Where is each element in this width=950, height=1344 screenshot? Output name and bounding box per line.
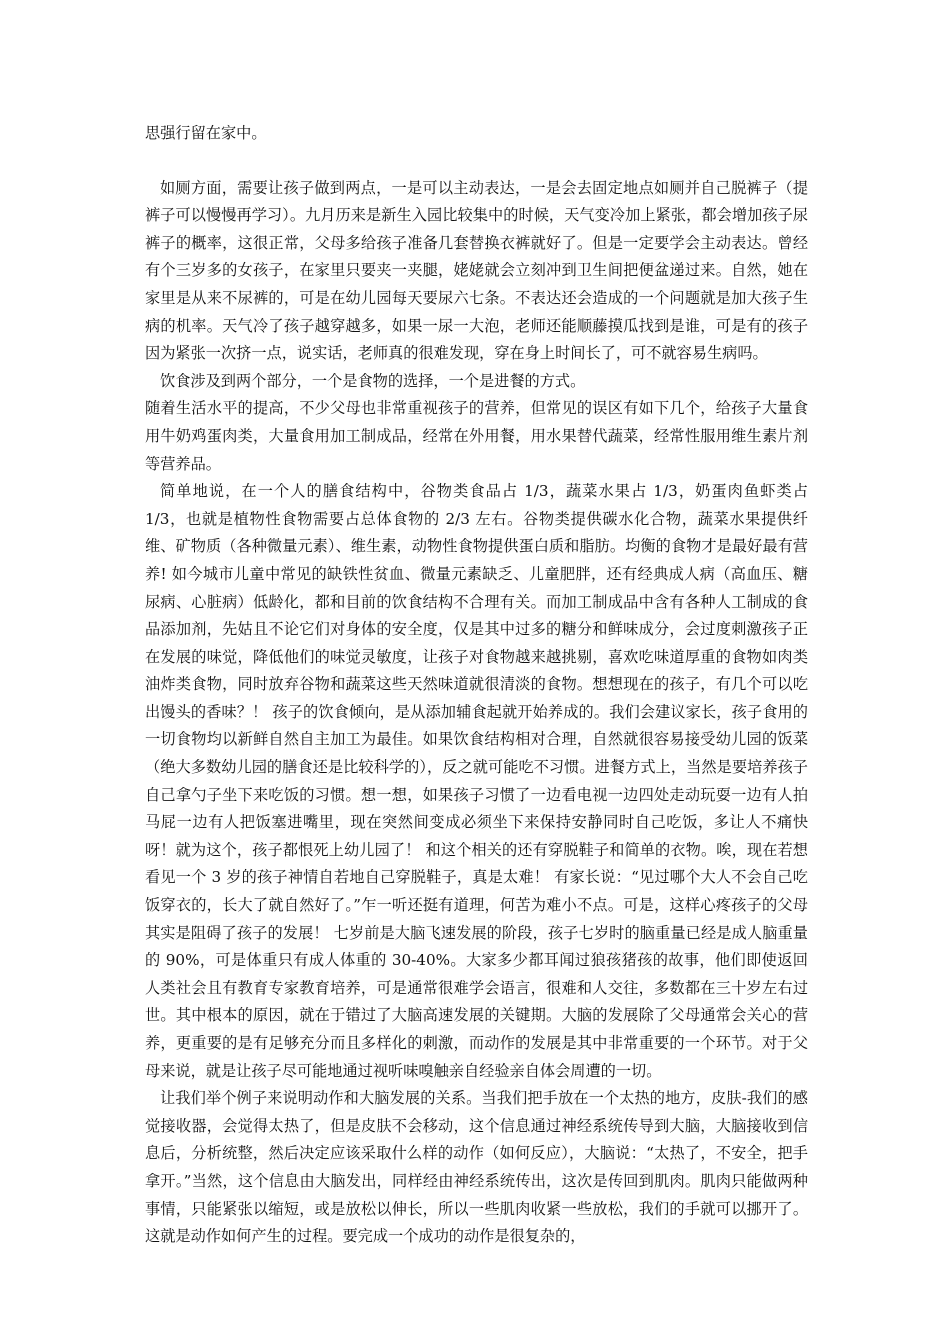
- paragraph-1: 思强行留在家中。: [145, 124, 267, 142]
- paragraph-2: 如厕方面，需要让孩子做到两点，一是可以主动表达，一是会去固定地点如厕并自己脱裤子（提裤子可以慢慢再学习）。九月历来是新生入园比较集中的时候，天气变冷加上紧张，都会增加孩子尿裤子的概率，这很正常，父母多给孩子准备几套替换衣裤就好了。但是一定要学会主动表达。曾经有个三岁多的女孩子，在家里只要夹一夹腿，姥姥就会立刻冲到卫生间把便盆递过来。自然，她在家里是从来不尿裤的，可是在幼儿园每天要尿六七条。不表达还会造成的一个问题就是加大孩子生病的机率。天气冷了孩子越穿越多，如果一尿一大泡，老师还能顺藤摸瓜找到是谁，可是有的孩子因为紧张一次挤一点，说实话，老师真的很难发现，穿在身上时间长了，可不就容易生病吗。: [145, 178, 808, 363]
- paragraph-4: 随着生活水平的提高，不少父母也非常重视孩子的营养，但常见的误区有如下几个，给孩子大量食用牛奶鸡蛋肉类，大量食用加工制成品，经常在外用餐，用水果替代蔬菜，经常性服用维生素片剂等营养品。: [145, 399, 808, 473]
- paragraph-5: 简单地说，在一个人的膳食结构中，谷物类食品占 1/3，蔬菜水果占 1/3，奶蛋肉鱼虾类占 1/3，也就是植物性食物需要占总体食物的 2/3 左右。谷物类提供碳水化合物，蔬菜水果提供纤维、矿物质（各种微量元素）、维生素，动物性食物提供蛋白质和脂肪。均衡的食物才是最好最有营养! 如今城市儿童中常见的缺铁性贫血、微量元素缺乏、儿童肥胖，还有经典成人病（高血压、糖尿病、心脏病）低龄化，都和目前的饮食结构不合理有关。而加工制成品中含有各种人工制成的食品添加剂，先姑且不论它们对身体的安全度，仅是其中过多的糖分和鲜味成分，会过度刺激孩子正在发展的味觉，降低他们的味觉灵敏度，让孩子对食物越来越挑剔，喜欢吃味道厚重的食物如肉类油炸类食物，同时放弃谷物和蔬菜这些天然味道就很清淡的食物。想想现在的孩子，有几个可以吃出馒头的香味？！ 孩子的饮食倾向，是从添加辅食起就开始养成的。我们会建议家长，孩子食用的一切食物均以新鲜自然自主加工为最佳。如果饮食结构相对合理，自然就很容易接受幼儿园的饭菜（绝大多数幼儿园的膳食还是比较科学的），反之就可能吃不习惯。进餐方式上，当然是要培养孩子自己拿勺子坐下来吃饭的习惯。想一想，如果孩子习惯了一边看电视一边四处走动玩耍一边有人拍马屁一边有人把饭塞进嘴里，现在突然间变成必须坐下来保持安静同时自己吃饭，多让人不痛快呀！就为这个，孩子都恨死上幼儿园了！ 和这个相关的还有穿脱鞋子和简单的衣物。唉，现在若想看见一个 3 岁的孩子神情自若地自己穿脱鞋子，真是太难！ 有家长说：“见过哪个大人不会自己吃饭穿衣的，长大了就自然好了。”乍一听还挺有道理，何苦为难小不点。可是，这样心疼孩子的父母其实是阻碍了孩子的发展！ 七岁前是大脑飞速发展的阶段，孩子七岁时的脑重量已经是成人脑重量的 90%，可是体重只有成人体重的 30-40%。大家多少都耳闻过狼孩猪孩的故事，他们即使返回人类社会且有教育专家教育培养，可是通常很难学会语言，很难和人交往，多数都在三十岁左右过世。其中根本的原因，就在于错过了大脑高速发展的关键期。大脑的发展除了父母通常会关心的营养，更重要的是有足够充分而且多样化的刺激，而动作的发展是其中非常重要的一个环节。对于父母来说，就是让孩子尽可能地通过视听味嗅触亲自经验亲自体会周遭的一切。: [145, 482, 808, 1080]
- paragraph-3: 饮食涉及到两个部分，一个是食物的选择，一个是进餐的方式。: [160, 371, 586, 390]
- paragraph-6: 让我们举个例子来说明动作和大脑发展的关系。当我们把手放在一个太热的地方，皮肤-我们的感觉接收器，会觉得太热了，但是皮肤不会移动，这个信息通过神经系统传导到大脑，大脑接收到信息后，分析统整，然后决定应该采取什么样的动作（如何反应），大脑说：“太热了，不安全，把手拿开。”当然，这个信息由大脑发出，同样经由神经系统传出，这次是传回到肌肉。肌肉只能做两种事情，只能紧张以缩短，或是放松以伸长，所以一些肌肉收紧一些放松，我们的手就可以挪开了。这就是动作如何产生的过程。要完成一个成功的动作是很复杂的，: [145, 1089, 808, 1246]
- document-page: [145, 120, 808, 1251]
